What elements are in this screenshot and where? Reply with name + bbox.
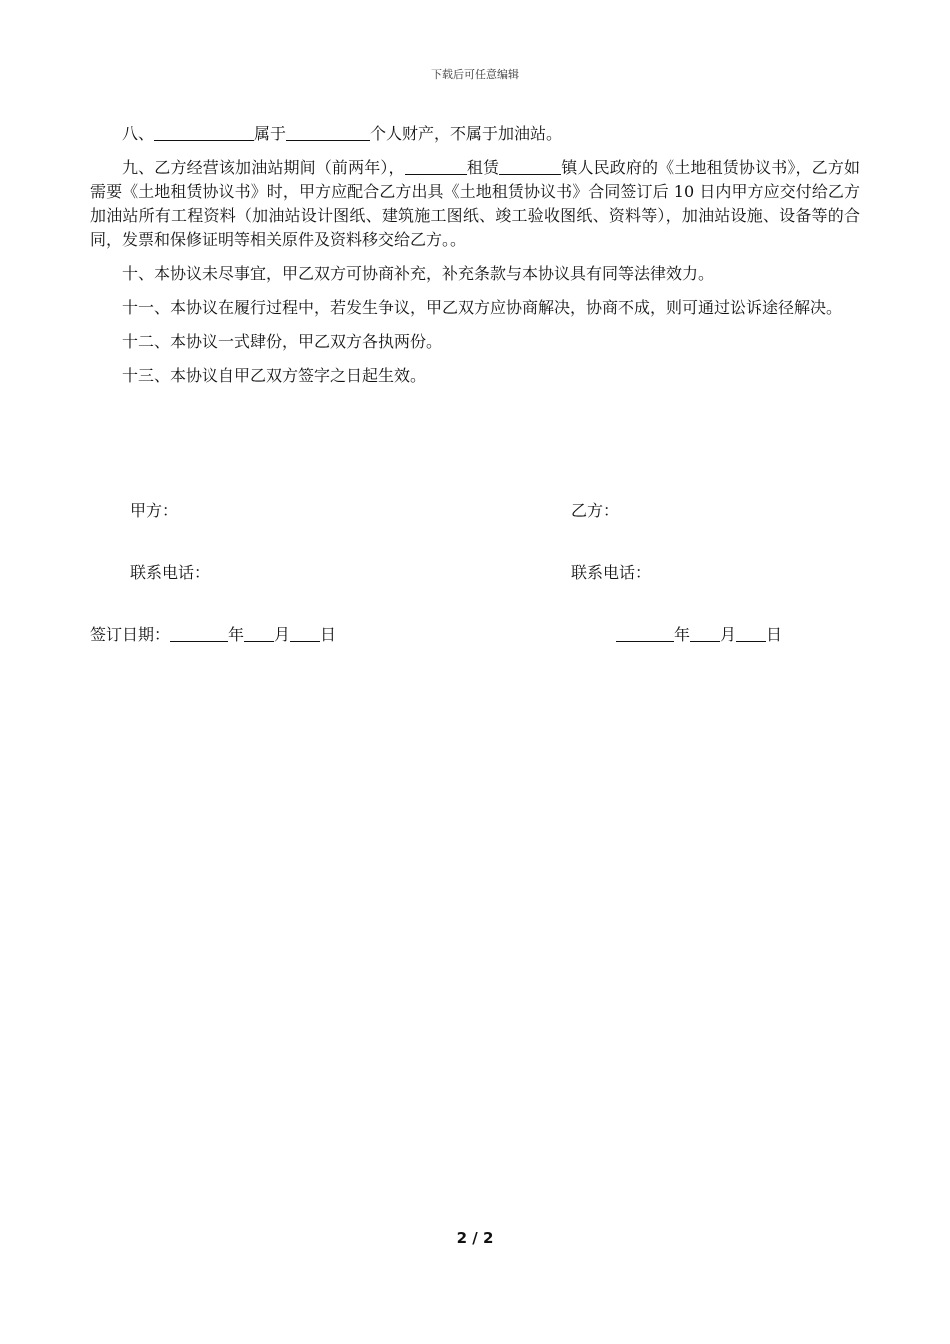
party-a-phone-label: 联系电话： <box>130 563 211 582</box>
clause-10: 十、本协议未尽事宜，甲乙双方可协商补充，补充条款与本协议具有同等法律效力。 <box>122 264 715 283</box>
month-label: 月 <box>274 625 291 644</box>
page-header: 下载后可任意编辑 <box>431 68 519 81</box>
blank-field[interactable] <box>499 158 561 175</box>
clause-8-mid: 属于 <box>254 124 287 143</box>
day-field[interactable] <box>290 625 320 642</box>
party-b-label: 乙方： <box>571 501 620 520</box>
clause-12: 十二、本协议一式肆份，甲乙双方各执两份。 <box>122 332 443 351</box>
clause-13: 十三、本协议自甲乙双方签字之日起生效。 <box>122 366 427 385</box>
clause-9-rest: 镇人民政府的《土地租赁协议书》，乙方如需要《土地租赁协议书》时，甲方应配合乙方出具《土地租赁协议书》合同签订后 10 日内甲方应交付给乙方加油站所有工程资料（加油站设计图纸、建筑施工图纸、竣工验收图纸、资料等），加油站设施、设备等的合同，发票和保修证明等相关原件及资料移交给乙方。。 <box>90 158 860 249</box>
blank-field[interactable] <box>154 124 254 141</box>
clause-9-mid: 租赁 <box>466 158 500 177</box>
agreement-body <box>90 122 860 398</box>
day-label: 日 <box>320 625 337 644</box>
party-b-phone-label: 联系电话： <box>571 563 652 582</box>
clause-8 <box>90 122 860 146</box>
clause-9 <box>90 156 860 252</box>
month-field[interactable] <box>690 625 720 642</box>
clause-8-suffix: 个人财产，不属于加油站。 <box>370 124 563 143</box>
year-label: 年 <box>228 625 245 644</box>
clause-9-prefix: 九、乙方经营该加油站期间（前两年）， <box>122 158 405 177</box>
month-field[interactable] <box>244 625 274 642</box>
year-field[interactable] <box>616 625 674 642</box>
day-field[interactable] <box>736 625 766 642</box>
sign-date-a <box>90 623 336 647</box>
blank-field[interactable] <box>405 158 467 175</box>
page-number: 2 / 2 <box>456 1229 494 1247</box>
year-label: 年 <box>674 625 691 644</box>
day-label: 日 <box>766 625 783 644</box>
clause-11: 十一、本协议在履行过程中，若发生争议，甲乙双方应协商解决，协商不成，则可通过讼诉途径解决。 <box>122 298 843 317</box>
month-label: 月 <box>720 625 737 644</box>
date-label: 签订日期： <box>90 625 171 644</box>
year-field[interactable] <box>170 625 228 642</box>
sign-date-b <box>616 623 782 647</box>
party-a-label: 甲方： <box>130 501 179 520</box>
clause-8-prefix: 八、 <box>122 124 155 143</box>
blank-field[interactable] <box>286 124 370 141</box>
